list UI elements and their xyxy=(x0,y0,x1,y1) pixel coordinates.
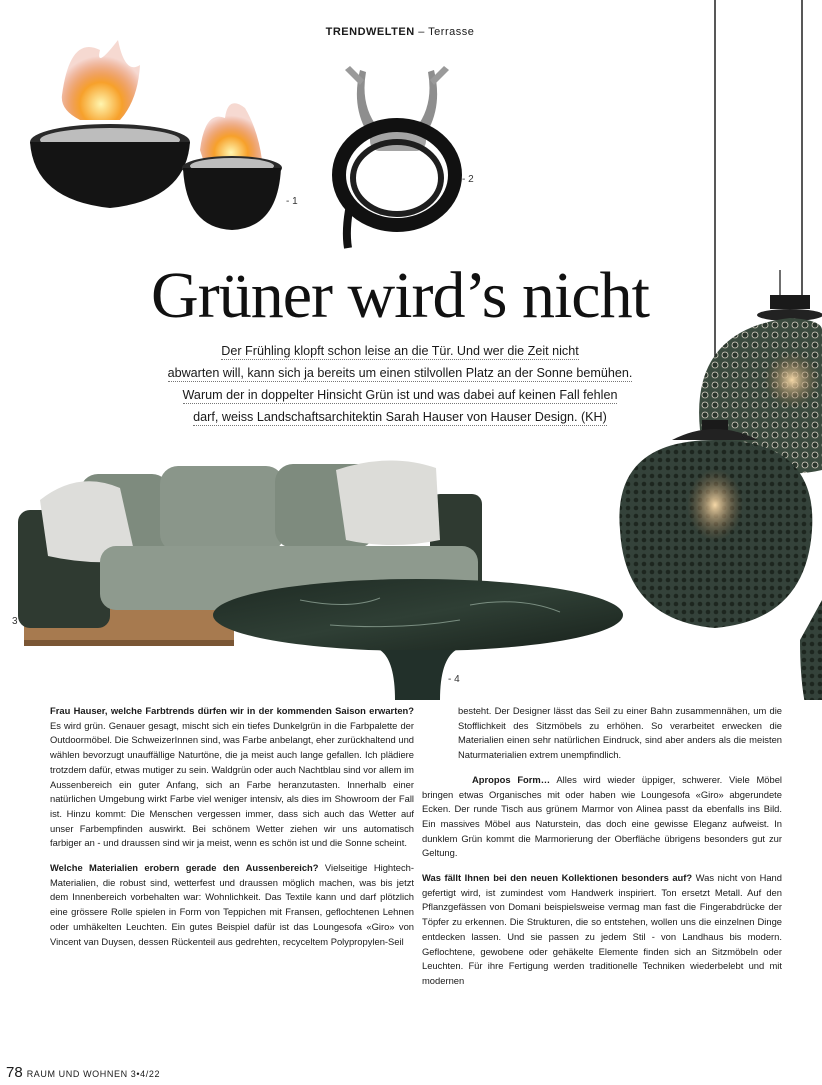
paragraph-form xyxy=(422,773,782,861)
lead-line-2: abwarten will, kann sich ja bereits um einen stilvollen Platz an der Sonne bemühen. xyxy=(167,366,633,380)
fire-bowl-small xyxy=(182,103,282,230)
magazine-issue: RAUM UND WOHNEN 3•4/22 xyxy=(26,1069,161,1079)
lead-line-3: Warum der in doppelter Hinsicht Grün ist und was dabei auf keinen Fall fehlen xyxy=(182,388,618,402)
marble-table xyxy=(213,579,623,700)
page-number: 78 xyxy=(6,1064,23,1081)
paragraph-kollektionen xyxy=(422,871,782,989)
page-footer xyxy=(6,1064,160,1081)
page-title: Grüner wird’s nicht xyxy=(151,259,649,332)
antler-hose-holder xyxy=(339,66,455,248)
question-kollektionen: Was fällt Ihnen bei den neuen Kollektionen besonders auf? xyxy=(422,872,693,884)
question-farbtrends: Frau Hauser, welche Farbtrends dürfen wir in der kommenden Saison erwarten? xyxy=(50,705,414,716)
answer-farbtrends: Es wird grün. Genauer gesagt, mischt sich ein tiefes Dunkelgrün in die Farbpalette der Outdoormöbel. Die SchweizerInnen sind, was Farbe anbelangt, eher zurückhaltend und wählen bevorzugt unauffällige Naturtöne, die ja meist auch lange gefallen. Ich plädiere trotzdem dafür, etwas mutiger zu sein. Waldgrün oder auch Nachtblau sind vor allem im Aussenbereich ein guter Anfang, sich an Farbe heranzutasten. Innerhalb einer natürlichen Umgebung wirkt Farbe viel weniger intensiv, als dies im Showroom der Fall ist. Hinzu kommt: Die Menschen vergessen immer, dass sich auch das Wetter auf unser Farbempfinden auswirkt. Bei schönem Wetter ziehen wir uns automatisch farbiger an - und draussen sind wir ja meist, wenn es schön ist und die Sonne scheint. xyxy=(50,719,414,849)
lead-paragraph xyxy=(130,340,670,428)
kicker-section: TRENDWELTEN xyxy=(325,26,415,38)
paragraph-materialien xyxy=(50,861,414,949)
answer-materialien: Vielseitige Hightech-Materialien, die robust sind, wetterfest und draussen möglich machen, was bis jetzt dem Innenbereich vorbehalten war: Wohnlichkeit. Das Textile kann und darf plötzlich eine grössere Rolle spielen in Form von Teppichen mit Fransen, geflochtenen Lehnen oder umhäkelten Leuchten. Ein gutes Beispiel dafür ist das Loungesofa «Giro» von Vincent van Duysen, dessen Rückenteil aus gedrehten, recyceltem Polypropylen-Seil xyxy=(50,862,414,947)
paragraph-continuation: besteht. Der Designer lässt das Seil zu einer Bahn zusammennähen, um die Stofflichkeit des Sitzmöbels zu erhöhen. So verarbeitet erwecken die Materialien einen sehr natürlichen Eindruck, sind aber anders als die meisten Naturmaterialien extrem unempfindlich. xyxy=(458,705,782,761)
lead-line-4: darf, weiss Landschaftsarchitektin Sarah Hauser von Hauser Design. (KH) xyxy=(193,410,607,424)
kicker-separator: – xyxy=(414,26,429,38)
kicker-topic: Terrasse xyxy=(428,26,475,38)
left-text-column xyxy=(50,704,414,959)
figure-number-4: - 4 xyxy=(448,674,460,685)
figure-number-1: - 1 xyxy=(286,196,298,207)
fire-bowl-large xyxy=(30,40,190,208)
question-form: Apropos Form… xyxy=(472,773,551,785)
right-text-column xyxy=(422,704,782,999)
question-materialien: Welche Materialien erobern gerade den Aussenbereich? xyxy=(50,862,319,874)
answer-form: Alles wird wieder üppiger, schwerer. Viele Möbel bringen etwas Organisches mit oder haben wie Loungesofa «Giro» abgerundete Ecken. Der runde Tisch aus grünem Marmor von Alinea passt da ebenfalls ins Bild. Ein massives Möbel aus Naturstein, das doch eine gewisse Eleganz aufweist. In dunklem Grün kommt die Marmorierung der Oberfläche übrigens besonders gut zur Geltung. xyxy=(422,773,782,859)
lead-line-1: Der Frühling klopft schon leise an die Tür. Und wer die Zeit nicht xyxy=(221,344,579,358)
figure-number-3: 3 - xyxy=(12,616,24,627)
paragraph-farbtrends xyxy=(50,704,414,851)
answer-kollektionen: Was nicht von Hand gefertigt wird, ist zumindest vom Handwerk inspiriert. Ton ersetzt Metall. Auf den Pflanzgefässen von Domani beispielsweise vermag man fast die Fingerabdrücke der Töpfer zu erkennen. Die Strukturen, die so entstehen, wollen uns die einzelnen Dinge entdecken lassen. Und sie passen zu jedem Stil - von Landhaus bis modern. Geflochtene, gewobene oder gehäkelte Elemente finden sich an Sitzmöbeln oder Leuchten. Für ihre Fertigung werden traditionelle Techniken wiederbelebt und mit modernen xyxy=(422,872,782,986)
figure-number-2: - 2 xyxy=(462,174,474,185)
